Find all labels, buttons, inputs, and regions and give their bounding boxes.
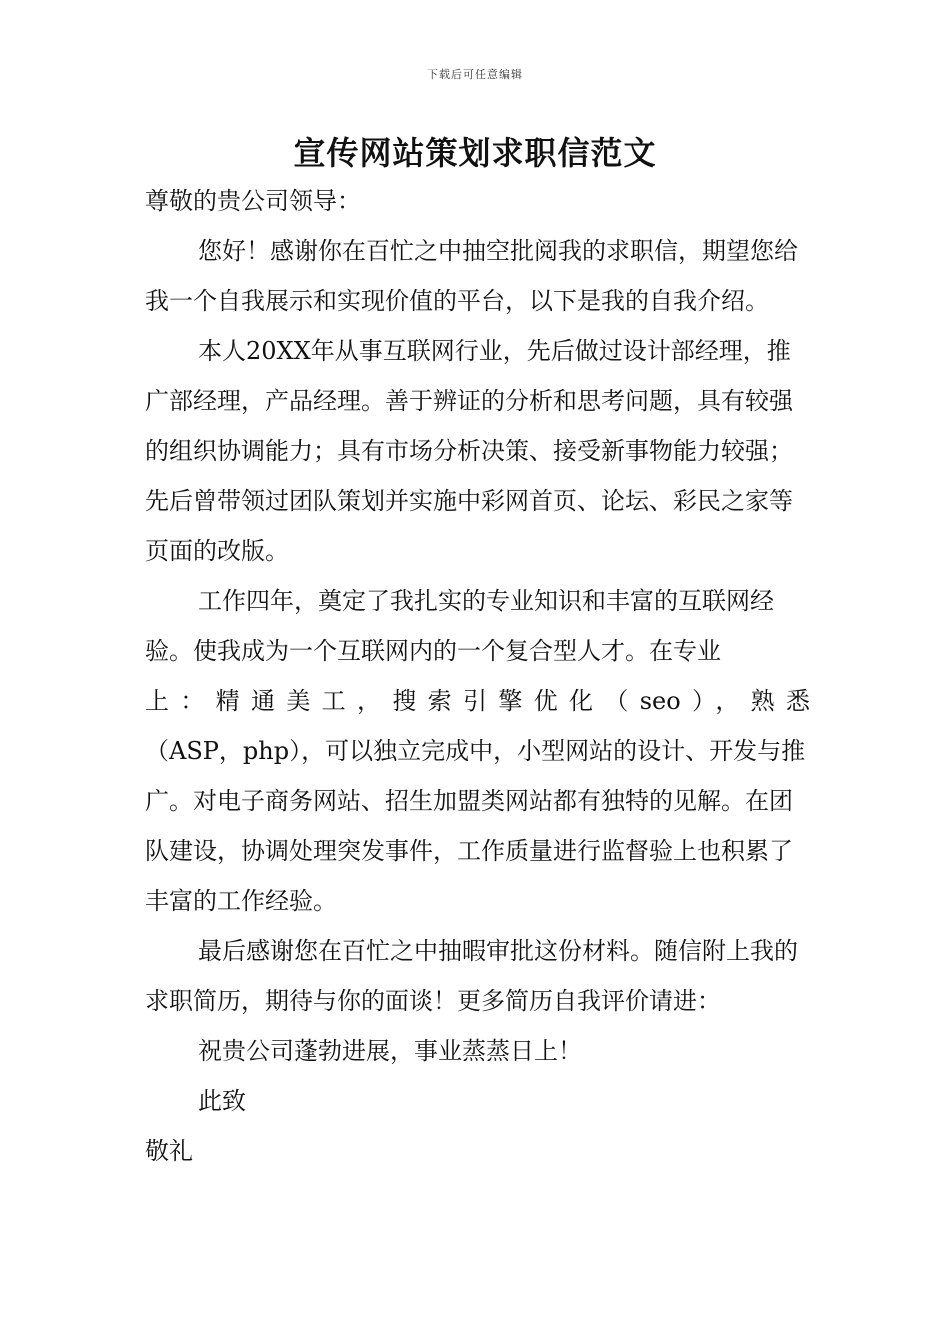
salutation: 尊敬的贵公司领导： [145, 187, 361, 215]
closing-line-1: 此致 [198, 1087, 246, 1115]
paragraph-skills-part1: 工作四年，奠定了我扎实的专业知识和丰富的互联网经验。使我成为一个互联网内的一个复合型人才。在专业 [145, 587, 774, 665]
paragraph-experience: 本人20XX年从事互联网行业，先后做过设计部经理，推广部经理，产品经理。善于辨证的分析和思考问题，具有较强的组织协调能力；具有市场分析决策、接受新事物能力较强；先后曾带领过团队策划并实施中彩网首页、论坛、彩民之家等页面的改版。 [145, 337, 793, 565]
page-title: 宣传网站策划求职信范文 [293, 134, 657, 172]
paragraph-greeting: 您好！感谢你在百忙之中抽空批阅我的求职信，期望您给我一个自我展示和实现价值的平台，以下是我的自我介绍。 [145, 237, 798, 315]
paragraph-skills-part2: （ASP，php），可以独立完成中，小型网站的设计、开发与推广。对电子商务网站、招生加盟类网站都有独特的见解。在团队建设，协调处理突发事件，工作质量进行监督验上也积累了丰富的工作经验。 [145, 737, 806, 915]
paragraph-thanks: 最后感谢您在百忙之中抽暇审批这份材料。随信附上我的求职简历，期待与你的面谈！更多简历自我评价请进： [145, 937, 798, 1015]
paragraph-skills [145, 576, 810, 926]
letter-body [145, 176, 810, 1176]
closing-line-2: 敬礼 [145, 1137, 193, 1165]
wish-line: 祝贵公司蓬勃进展，事业蒸蒸日上！ [198, 1037, 582, 1065]
header-note: 下载后可任意编辑 [427, 68, 523, 81]
paragraph-skills-justified-line: 上：精通美工，搜索引擎优化（seo），熟悉 [145, 687, 810, 715]
